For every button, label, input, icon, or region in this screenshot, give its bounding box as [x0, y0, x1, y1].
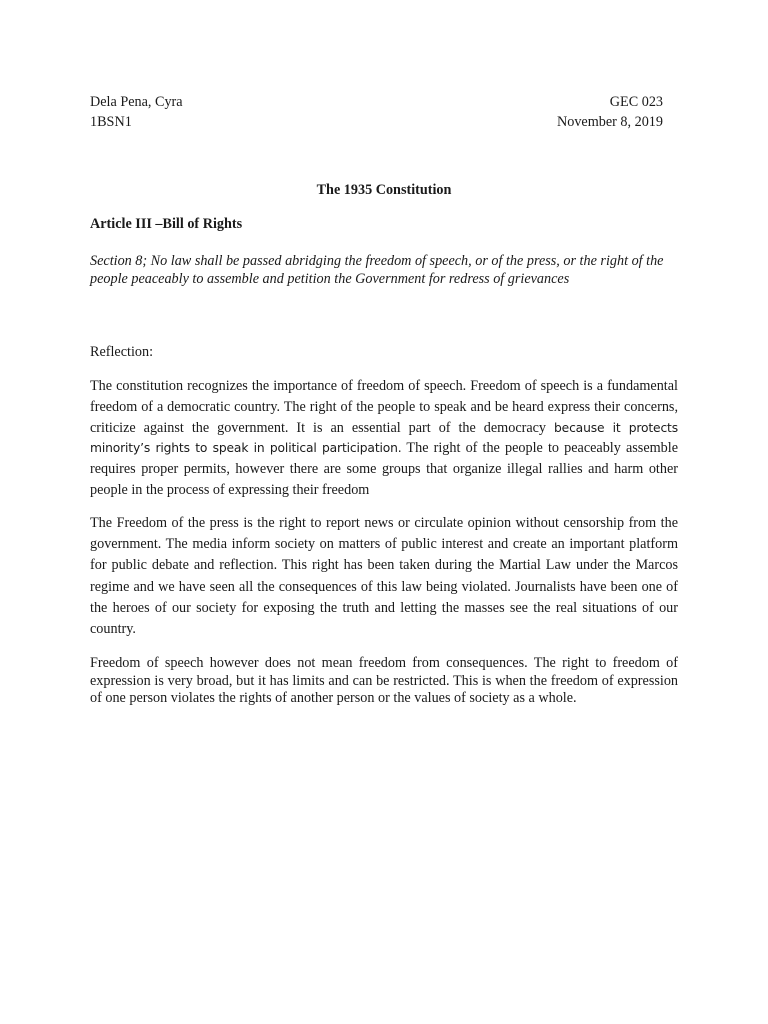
- student-section: 1BSN1: [90, 114, 132, 130]
- student-info: [90, 92, 183, 132]
- student-name: Dela Pena, Cyra: [90, 94, 183, 110]
- paragraph-1-text-a: The constitution recognizes the importance of freedom of speech. Freedom of speech is a fundamental freedom of a democratic country. The right of the people to speak and be heard express their concerns, criticize against the government. It is an essential part of the democracy: [90, 378, 678, 436]
- reflection-paragraph-3: Freedom of speech however does not mean freedom from consequences. The right to freedom of expression is very broad, but it has limits and can be restricted. This is when the freedom of expression of one person violates the rights of another person or the values of society as a whole.: [90, 655, 678, 706]
- reflection-paragraph-1: [90, 376, 678, 501]
- course-info: [557, 92, 663, 132]
- reflection-label: Reflection:: [90, 344, 154, 360]
- section-quote: Section 8; No law shall be passed abridging the freedom of speech, or of the press, or the right of the people peaceably to assemble and petition the Government for redress of grievances: [90, 253, 664, 287]
- reflection-paragraph-2: The Freedom of the press is the right to report news or circulate opinion without censorship from the government. The media inform society on matters of public interest and create an important platform for public debate and reflection. This right has been taken during the Martial Law under the Marcos regime and we have seen all the consequences of this law being violated. Journalists have been one of the heroes of our society for exposing the truth and letting the masses see the real situations of our country.: [90, 515, 678, 638]
- paragraph-1-text-b: because it protects minority’s rights to speak in political participation.: [90, 420, 678, 456]
- document-date: November 8, 2019: [557, 114, 663, 130]
- course-code: GEC 023: [609, 94, 663, 110]
- article-heading: Article III –Bill of Rights: [90, 216, 243, 232]
- paragraph-1-text-c: The right of the people to peaceably assemble requires proper permits, however there are some groups that organize illegal rallies and harm other people in the process of expressing their freedom: [90, 440, 678, 498]
- document-title: The 1935 Constitution: [316, 182, 452, 198]
